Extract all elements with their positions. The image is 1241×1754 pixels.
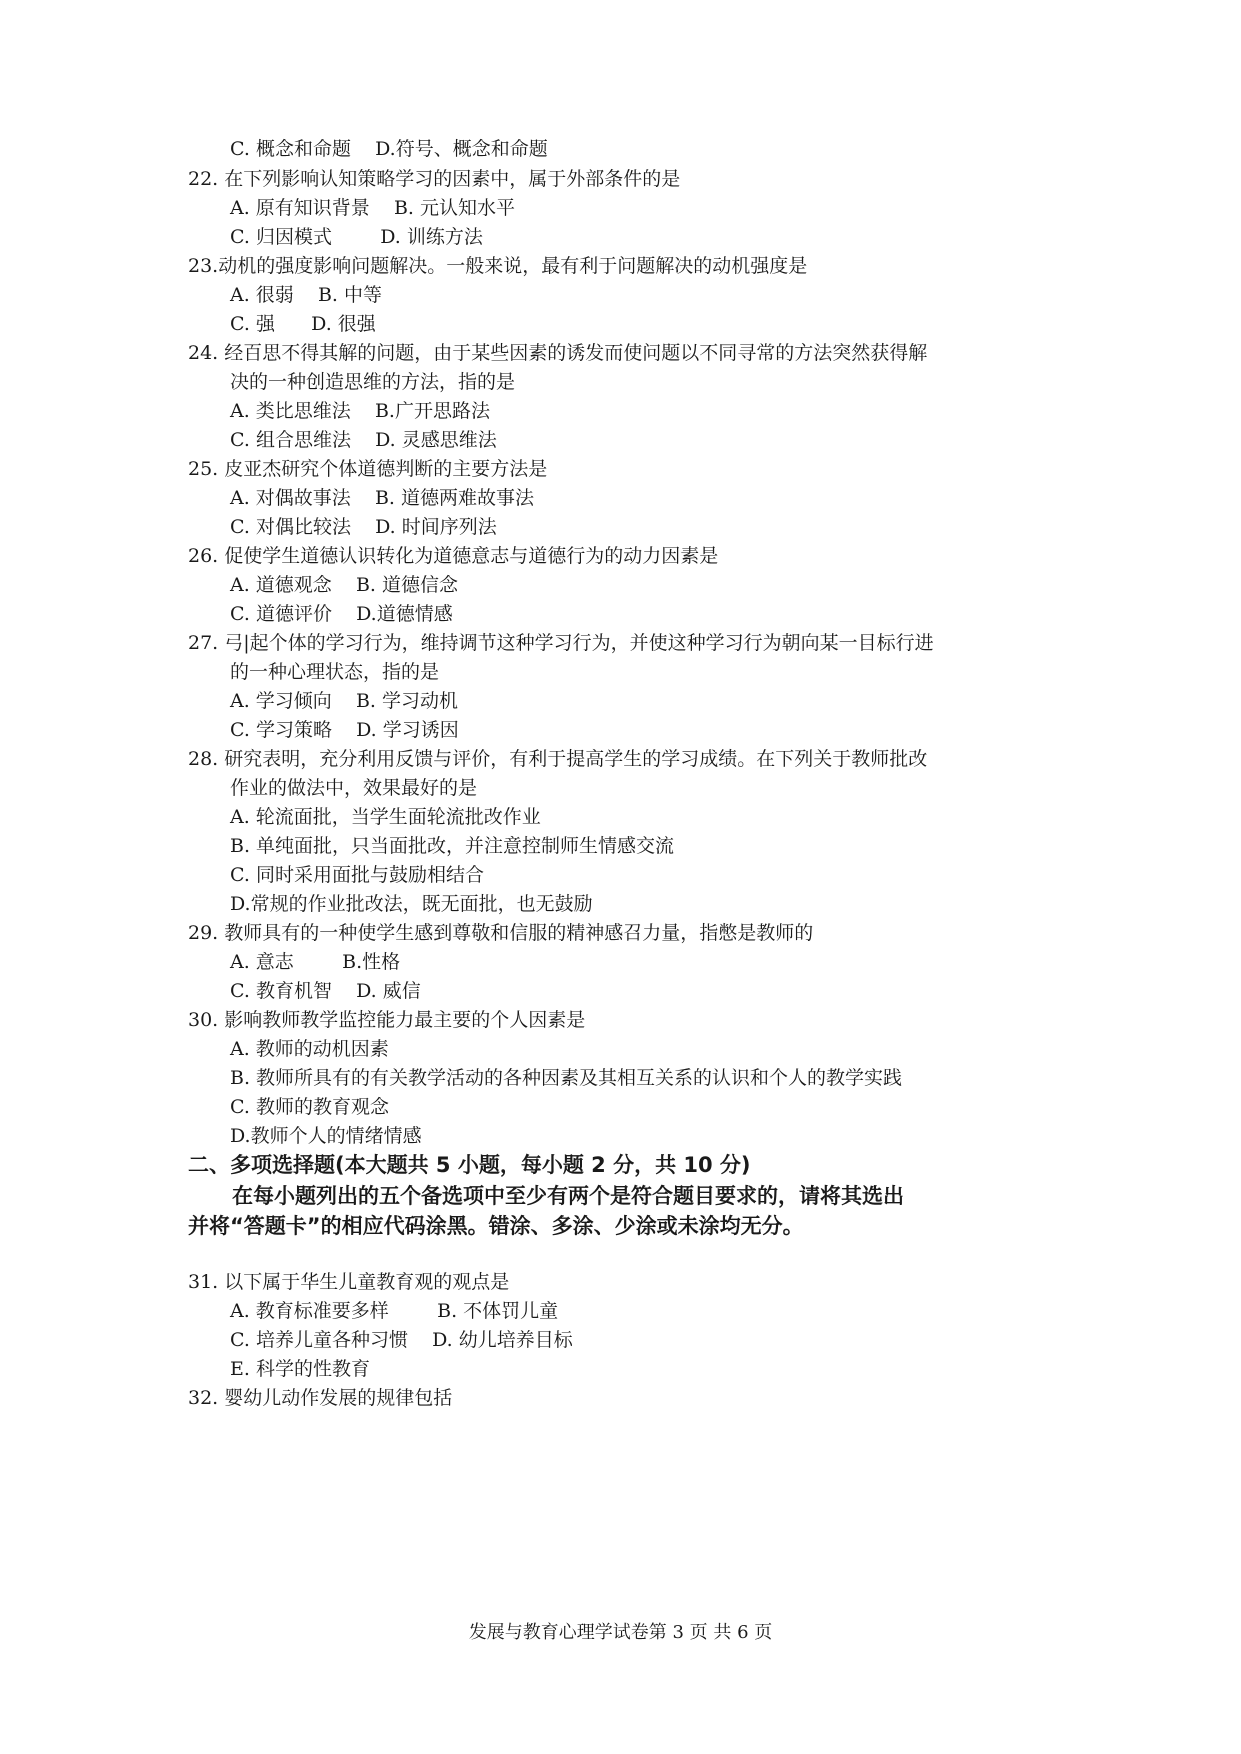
q30-stem: 30. 影响教师教学监控能力最主要的个人因素是 — [188, 1009, 586, 1031]
q28-stem-line1: 28. 研究表明，充分利用反馈与评价，有利于提高学生的学习成绩。在下列关于教师批改 — [188, 748, 928, 770]
q26-stem: 26. 促使学生道德认识转化为道德意志与道德行为的动力因素是 — [188, 545, 719, 567]
q21-options-cd: C. 概念和命题 D.符号、概念和命题 — [230, 138, 548, 160]
section2-title: 二、多项选择题(本大题共 5 小题，每小题 2 分，共 10 分) — [188, 1153, 751, 1177]
q28-option-c: C. 同时采用面批与鼓励相结合 — [230, 864, 484, 886]
q26-options-cd: C. 道德评价 D.道德情感 — [230, 603, 453, 625]
q30-option-a: A. 教师的动机因素 — [230, 1038, 389, 1060]
q27-stem-line2: 的一种心理状态，指的是 — [230, 661, 440, 683]
page-footer: 发展与教育心理学试卷第 3 页 共 6 页 — [468, 1622, 773, 1643]
section2-instructions-line2: 并将“答题卡”的相应代码涂黑。错涂、多涂、少涂或未涂均无分。 — [188, 1214, 804, 1238]
q23-stem: 23.动机的强度影响问题解决。一般来说，最有利于问题解决的动机强度是 — [188, 255, 808, 277]
q23-options-ab: A. 很弱 B. 中等 — [230, 284, 383, 306]
q31-options-ab: A. 教育标准要多样 B. 不体罚儿童 — [230, 1300, 559, 1322]
q25-options-cd: C. 对偶比较法 D. 时间序列法 — [230, 516, 497, 538]
q22-stem: 22. 在下列影响认知策略学习的因素中，属于外部条件的是 — [188, 168, 681, 190]
q30-option-d: D.教师个人的情绪情感 — [230, 1125, 422, 1147]
q27-stem-line1: 27. 弓|起个体的学习行为，维持调节这种学习行为，并使这种学习行为朝向某一目标行进 — [188, 632, 934, 654]
q24-stem-line1: 24. 经百思不得其解的问题，由于某些因素的诱发而使问题以不同寻常的方法突然获得解 — [188, 342, 928, 364]
q29-stem: 29. 教师具有的一种使学生感到尊敬和信服的精神感召力量，指憋是教师的 — [188, 922, 814, 944]
q28-option-b: B. 单纯面批，只当面批改，并注意控制师生情感交流 — [230, 835, 675, 857]
q29-options-cd: C. 教育机智 D. 威信 — [230, 980, 421, 1002]
section2-instructions-line1: 在每小题列出的五个备选项中至少有两个是符合题目要求的，请将其选出 — [232, 1184, 904, 1208]
q31-option-e: E. 科学的性教育 — [230, 1358, 370, 1380]
q30-option-b: B. 教师所具有的有关教学活动的各种因素及其相互关系的认识和个人的教学实践 — [230, 1067, 903, 1089]
q27-options-ab: A. 学习倾向 B. 学习动机 — [230, 690, 459, 712]
q25-stem: 25. 皮亚杰研究个体道德判断的主要方法是 — [188, 458, 548, 480]
q28-option-a: A. 轮流面批，当学生面轮流批改作业 — [230, 806, 541, 828]
q30-option-c: C. 教师的教育观念 — [230, 1096, 389, 1118]
q25-options-ab: A. 对偶故事法 B. 道德两难故事法 — [230, 487, 535, 509]
q23-options-cd: C. 强 D. 很强 — [230, 313, 376, 335]
q24-options-ab: A. 类比思维法 B.广开思路法 — [230, 400, 490, 422]
q28-option-d: D.常规的作业批改法，既无面批，也无鼓励 — [230, 893, 593, 915]
q26-options-ab: A. 道德观念 B. 道德信念 — [230, 574, 459, 596]
q31-options-cd: C. 培养儿童各种习惯 D. 幼儿培养目标 — [230, 1329, 573, 1351]
q29-options-ab: A. 意志 B.性格 — [230, 951, 401, 973]
q28-stem-line2: 作业的做法中，效果最好的是 — [230, 777, 478, 799]
q24-options-cd: C. 组合思维法 D. 灵感思维法 — [230, 429, 497, 451]
q22-options-ab: A. 原有知识背景 B. 元认知水平 — [230, 197, 516, 219]
q32-stem: 32. 婴幼儿动作发展的规律包括 — [188, 1387, 453, 1409]
q24-stem-line2: 决的一种创造思维的方法，指的是 — [230, 371, 516, 393]
q22-options-cd: C. 归因模式 D. 训练方法 — [230, 226, 483, 248]
q31-stem: 31. 以下属于华生儿童教育观的观点是 — [188, 1271, 510, 1293]
q27-options-cd: C. 学习策略 D. 学习诱因 — [230, 719, 459, 741]
